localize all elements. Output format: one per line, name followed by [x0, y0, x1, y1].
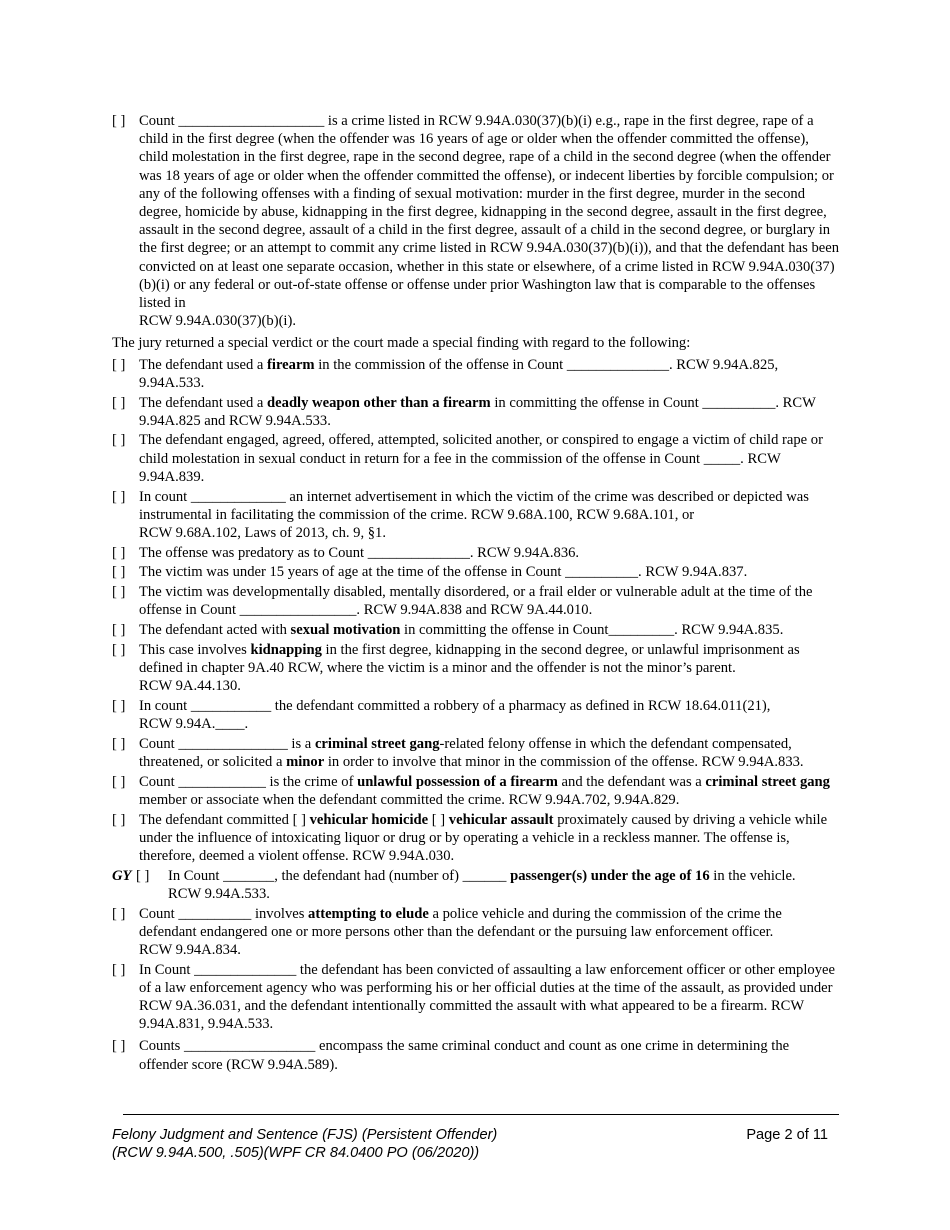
finding-text-segment: member or associate when the defendant committed the crime. RCW 9.94A.702, 9.94A.829.	[139, 791, 680, 808]
finding-text-segment: In Count ______________ the defendant has been convicted of assaulting a law enforcement officer or other employee of a law enforcement agency who was performing his or her official duties at the time of the assault, as provided under RCW 9A.36.031, and the defendant intentionally committed the assault with what appeared to be a firearm. RCW 9.94A.831, 9.94A.533.	[139, 961, 835, 1033]
finding-item	[112, 773, 840, 809]
finding-emphasis: criminal street gang	[705, 773, 830, 790]
finding-item	[112, 583, 840, 619]
finding-text	[139, 357, 778, 391]
page-number: Page 2 of 11	[746, 1127, 828, 1143]
finding-checkbox[interactable]: [ ]	[112, 544, 126, 561]
finding-item	[112, 811, 840, 866]
finding-checkbox[interactable]: [ ]	[112, 905, 126, 922]
finding-item	[112, 563, 840, 581]
finding-emphasis: vehicular homicide	[309, 811, 429, 828]
finding-checkbox[interactable]: [ ]	[112, 356, 126, 373]
finding-text	[139, 113, 839, 329]
finding-text-segment: This case involves	[139, 641, 251, 658]
finding-text-segment: The defendant acted with	[139, 621, 291, 638]
finding-item	[112, 697, 840, 733]
finding-text	[139, 432, 823, 484]
finding-text-segment: In count _____________ an internet advertisement in which the victim of the crime was described or depicted was instrumental in facilitating the commission of the crime. RCW 9.68A.100, RCW 9.68A.101, or	[139, 488, 809, 523]
finding-checkbox[interactable]: [ ]	[112, 641, 126, 658]
finding-item	[112, 356, 840, 392]
finding-text	[139, 812, 827, 864]
finding-emphasis: attempting to elude	[308, 905, 429, 922]
finding-item	[112, 112, 840, 330]
finding-text	[139, 545, 579, 561]
finding-checkbox[interactable]: [ ]	[112, 584, 126, 601]
finding-checkbox[interactable]: [ ]	[112, 564, 126, 581]
finding-text-segment: RCW 9.94A.030(37)(b)(i).	[139, 313, 296, 330]
finding-checkbox[interactable]: [ ]	[136, 867, 150, 884]
finding-text	[139, 564, 747, 580]
finding-emphasis: criminal street gang	[314, 735, 440, 752]
finding-text-segment: in the first degree, kidnapping in the second degree, or unlawful imprisonment as defined in chapter 9A.40 RCW, where the victim is a minor and the offender is not the minor’s parent.	[139, 641, 800, 676]
finding-checkbox[interactable]: [ ]	[112, 488, 126, 505]
finding-text-segment: The defendant engaged, agreed, offered, attempted, solicited another, or conspired to engage a victim of child rape or child molestation in sexual conduct in return for a fee in the commission of the offense in Count _____. RCW 9.94A.839.	[139, 432, 823, 485]
finding-text-segment: In count ___________ the defendant committed a robbery of a pharmacy as defined in RCW 18.64.011(21),	[139, 697, 771, 714]
finding-text	[168, 868, 796, 902]
finding-emphasis: minor	[286, 753, 325, 770]
finding-text-segment: in committing the offense in Count_________. RCW 9.94A.835.	[400, 621, 784, 638]
finding-checkbox[interactable]: [ ]	[112, 697, 126, 714]
finding-marker-label: GY	[112, 867, 132, 884]
finding-text	[139, 698, 770, 732]
finding-text-segment: Counts __________________ encompass the same criminal conduct and count as one crime in determining the offender score (RCW 9.94A.589).	[139, 1038, 790, 1073]
finding-text-segment: Count _______________ is a	[139, 735, 315, 752]
finding-checkbox[interactable]: [ ]	[112, 811, 126, 828]
finding-text-segment: in the commission of the offense in Count ______________. RCW 9.94A.825, 9.94A.533.	[139, 356, 779, 391]
page-footer	[112, 1126, 828, 1162]
finding-checkbox[interactable]: [ ]	[112, 773, 126, 790]
finding-text-segment: in order to involve that minor in the commission of the offense. RCW 9.94A.833.	[324, 753, 804, 770]
finding-text	[139, 736, 804, 770]
finding-text-segment: The defendant committed [ ]	[139, 811, 310, 828]
finding-text-segment: The defendant used a	[139, 394, 268, 411]
special-verdict-intro: The jury returned a special verdict or the court made a special finding with regard to the following:	[112, 335, 691, 352]
finding-checkbox[interactable]: [ ]	[112, 113, 126, 129]
finding-item	[112, 867, 840, 903]
finding-item	[112, 1037, 840, 1073]
finding-text-segment: in the vehicle.	[709, 867, 796, 884]
finding-text-segment: and the defendant was a	[557, 773, 706, 790]
finding-text-segment: The victim was developmentally disabled, mentally disordered, or a frail elder or vulnerable adult at the time of the offense in Count ________________. RCW 9.94A.838 and RCW 9A.44.010.	[139, 584, 813, 619]
finding-checkbox[interactable]: [ ]	[112, 432, 126, 449]
footer-form-title: Felony Judgment and Sentence (FJS) (Persistent Offender)	[112, 1127, 498, 1143]
finding-text	[139, 774, 830, 808]
finding-item	[112, 488, 840, 543]
finding-text	[139, 1038, 789, 1072]
finding-text	[139, 622, 783, 638]
finding-text-segment: Count __________ involves	[139, 905, 309, 922]
finding-text-segment: RCW 9.94A.____.	[139, 716, 249, 732]
finding-emphasis: unlawful possession of a firearm	[357, 773, 558, 790]
finding-item	[112, 641, 840, 696]
finding-emphasis: kidnapping	[250, 641, 322, 658]
finding-text	[139, 489, 809, 541]
finding-checkbox[interactable]: [ ]	[112, 961, 126, 978]
finding-emphasis: deadly weapon other than a firearm	[267, 394, 491, 411]
footer-form-citation: (RCW 9.94A.500, .505)(WPF CR 84.0400 PO (06/2020))	[112, 1145, 480, 1161]
finding-text-segment: RCW 9A.44.130.	[139, 678, 241, 695]
finding-text-segment: RCW 9.68A.102, Laws of 2013, ch. 9, §1.	[139, 524, 386, 541]
finding-item	[112, 735, 840, 771]
finding-checkbox[interactable]: [ ]	[112, 621, 126, 638]
finding-text	[139, 962, 835, 1033]
finding-text-segment: a police vehicle and during the commission of the crime the defendant endangered one or more persons other than the defendant or the pursuing law enforcement officer.	[139, 905, 782, 940]
finding-item	[112, 544, 840, 562]
finding-text-segment: The victim was under 15 years of age at the time of the offense in Count __________. RCW 9.94A.837.	[139, 564, 748, 581]
finding-item	[112, 621, 840, 639]
finding-item	[112, 394, 840, 430]
finding-checkbox[interactable]: [ ]	[112, 735, 126, 752]
finding-text-segment: Count ____________________ is a crime listed in RCW 9.94A.030(37)(b)(i) e.g., rape in the first degree, rape of a child in the first degree (when the offender was 16 years of age or older when the offender committed the offense), child molestation in the first degree, rape in the second degree, rape of a child in the second degree (when the offender was 18 years of age or older when the offender committed the offense), or indecent liberties by forcible compulsion; or any of the following offenses with a finding of sexual motivation: murder in the first degree, murder in the second degree, homicide by abuse, kidnapping in the first degree, kidnapping in the second degree, assault in the first degree, assault in the second degree, assault of a child in the first degree, assault of a child in the second degree, or burglary in the first degree; or an attempt to commit any crime listed in RCW 9.94A.030(37)(b)(i)), and that the defendant has been convicted on at least one separate occasion, whether in this state or elsewhere, of a crime listed in RCW 9.94A.030(37)(b)(i) or any federal or out-of-state offense or offense under prior Washington law that is comparable to the offenses listed in	[139, 113, 840, 312]
finding-checkbox[interactable]: [ ]	[112, 394, 126, 411]
finding-text-segment: The defendant used a	[139, 356, 268, 373]
finding-emphasis: passenger(s) under the age of 16	[510, 867, 710, 884]
finding-item	[112, 961, 840, 1034]
finding-text	[139, 906, 782, 958]
finding-emphasis: sexual motivation	[290, 621, 401, 638]
finding-text-segment: RCW 9.94A.834.	[139, 941, 241, 958]
finding-item	[112, 431, 840, 486]
finding-item	[112, 905, 840, 960]
finding-text	[139, 395, 816, 429]
finding-checkbox[interactable]: [ ]	[112, 1038, 126, 1055]
footer-divider	[123, 1114, 839, 1115]
finding-text-segment: -related felony offense in which the defendant compensated, threatened, or solicited a	[139, 735, 792, 770]
findings-list	[112, 112, 840, 1075]
finding-text-segment: In Count _______, the defendant had (number of) ______	[168, 867, 511, 884]
finding-text	[139, 642, 800, 694]
finding-text-segment: Count ____________ is the crime of	[139, 773, 358, 790]
finding-text-segment: proximately caused by driving a vehicle while under the influence of intoxicating liquor or drug or by operating a vehicle in a reckless manner. The offense is, therefore, deemed a violent offense. RCW 9.94A.030.	[139, 811, 828, 864]
finding-emphasis: vehicular assault	[448, 811, 554, 828]
finding-text	[139, 584, 813, 618]
finding-text-segment: RCW 9.94A.533.	[168, 885, 270, 902]
finding-text-segment: in committing the offense in Count __________. RCW 9.94A.825 and RCW 9.94A.533.	[139, 394, 816, 429]
finding-text-segment: The offense was predatory as to Count ______________. RCW 9.94A.836.	[139, 544, 580, 561]
finding-emphasis: firearm	[267, 356, 315, 373]
finding-text-segment: [ ]	[428, 811, 449, 828]
